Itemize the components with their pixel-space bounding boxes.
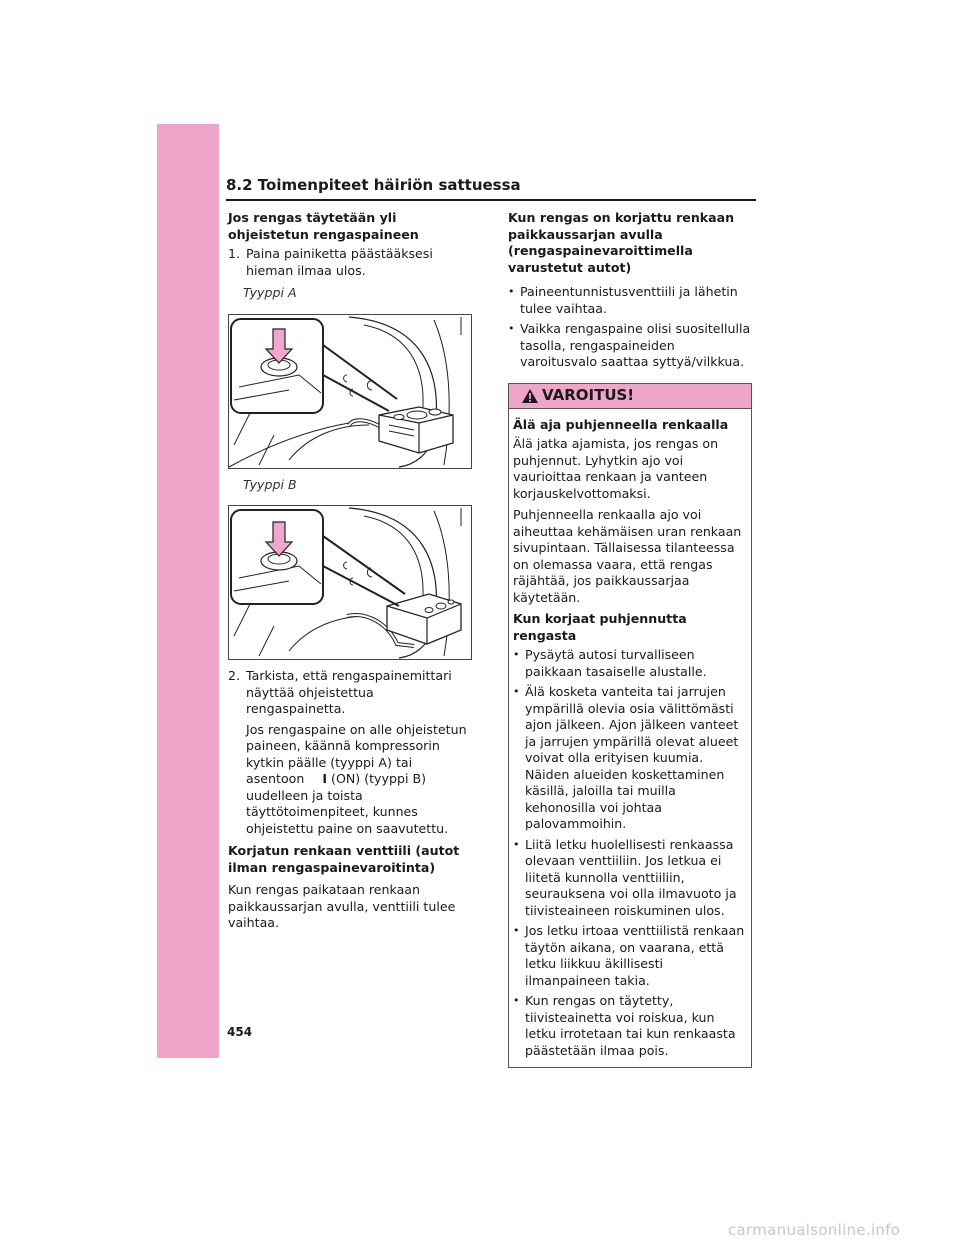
step-2-detail-a: Jos rengaspaine on alle ohjeistetun paineen, käännä kompressorin kytkin päälle (tyyppi A) tai asentoon xyxy=(246,721,467,786)
on-switch-icon: I xyxy=(322,771,328,786)
list-item: • Kun rengas on täytetty, tiivisteainetta voi roiskua, kun letku irrotetaan tai kun renkaasta päästetään ilmaa pois. xyxy=(513,993,745,1059)
caption-type-b: Tyyppi B xyxy=(243,476,297,492)
warning-heading-repair: Kun korjaat puhjennutta rengasta xyxy=(513,611,687,643)
step-2-detail xyxy=(228,722,474,838)
list-item: • Vaikka rengaspaine olisi suositellulla tasolla, rengaspaineiden varoitusvalo saattaa syttyä/vilkkua. xyxy=(508,321,753,371)
warning-body xyxy=(509,409,751,1068)
repaired-tire-list xyxy=(508,284,753,371)
list-item: • Paineentunnistusventtiili ja lähetin tulee vaihtaa. xyxy=(508,284,753,317)
warning-header xyxy=(509,384,751,409)
section-header: 8.2 Toimenpiteet häiriön sattuessa xyxy=(226,176,756,201)
right-column xyxy=(508,210,753,1068)
list-item: • Liitä letku huolellisesti renkaassa olevaan venttiiliin. Jos letkua ei liitetä kunnolla venttiiliin, seurauksena voi olla ilmavuoto ja tiivisteaineen roiskuminen ulos. xyxy=(513,837,745,920)
step-2-text: Tarkista, että rengaspainemittari näyttää ohjeistettua rengaspainetta. xyxy=(246,668,452,716)
list-item: • Älä kosketa vanteita tai jarrujen ympärillä olevia osia välittömästi ajon jälkeen. Ajon jälkeen vanteet ja jarrujen ympärillä olevat alueet voivat olla erityisen kuumia. Näiden alueiden koskettaminen käsillä, jaloilla tai muilla kehonosilla voi johtaa palovammoihin. xyxy=(513,684,745,833)
step-1-text: Paina painiketta päästääksesi hieman ilmaa ulos. xyxy=(246,246,433,278)
warning-box xyxy=(508,383,752,1069)
side-band xyxy=(157,124,219,1058)
warning-paragraph-1: Älä jatka ajamista, jos rengas on puhjennut. Lyhytkin ajo voi vaurioittaa renkaan ja vanteen korjauskelvottomaksi. xyxy=(513,436,719,501)
warning-heading-flat-tire: Älä aja puhjenneella renkaalla xyxy=(513,416,729,432)
heading-repaired-tire: Kun rengas on korjattu renkaan paikkaussarjan avulla (rengaspainevaroittimella varustetut autot) xyxy=(508,210,735,275)
step-2-number: 2. xyxy=(228,668,241,683)
step-2 xyxy=(228,668,474,718)
caption-type-a: Tyyppi A xyxy=(243,285,297,300)
left-column xyxy=(228,210,474,937)
step-1 xyxy=(228,246,474,279)
heading-overinflated: Jos rengas täytetään yli ohjeistetun rengaspaineen xyxy=(228,210,419,242)
valve-paragraph: Kun rengas paikataan renkaan paikkaussarjan avulla, venttiili tulee vaihtaa. xyxy=(228,882,456,930)
page-number: 454 xyxy=(227,1025,253,1039)
compressor-type-a-illustration xyxy=(229,315,471,468)
step-1-number: 1. xyxy=(228,246,241,261)
figure-type-a xyxy=(228,314,472,469)
heading-valve: Korjatun renkaan venttiili (autot ilman rengaspainevaroitinta) xyxy=(228,843,460,875)
list-item: • Pysäytä autosi turvalliseen paikkaan tasaiselle alustalle. xyxy=(513,647,745,680)
list-item: • Jos letku irtoaa venttiilistä renkaan täytön aikana, on vaarana, että letku liikkuu äkillisesti ilmanpaineen takia. xyxy=(513,923,745,989)
warning-triangle-icon xyxy=(521,388,539,404)
compressor-type-b-illustration xyxy=(229,506,471,659)
figure-type-b xyxy=(228,505,472,660)
warning-title: VAROITUS! xyxy=(542,386,635,405)
step-2-detail-b: (ON) (tyyppi B) uudelleen ja toista täyttötoimenpiteet, kunnes ohjeistettu paine on saavutettu. xyxy=(246,771,449,836)
warning-paragraph-2: Puhjenneella renkaalla ajo voi aiheuttaa kehämäisen uran renkaan sivupintaan. Tällaisessa tilanteessa on olemassa vaara, että rengas räjähtää, jos paikkaussarjaa käytetään. xyxy=(513,507,742,605)
watermark: carmanualsonline.info xyxy=(728,1221,901,1239)
